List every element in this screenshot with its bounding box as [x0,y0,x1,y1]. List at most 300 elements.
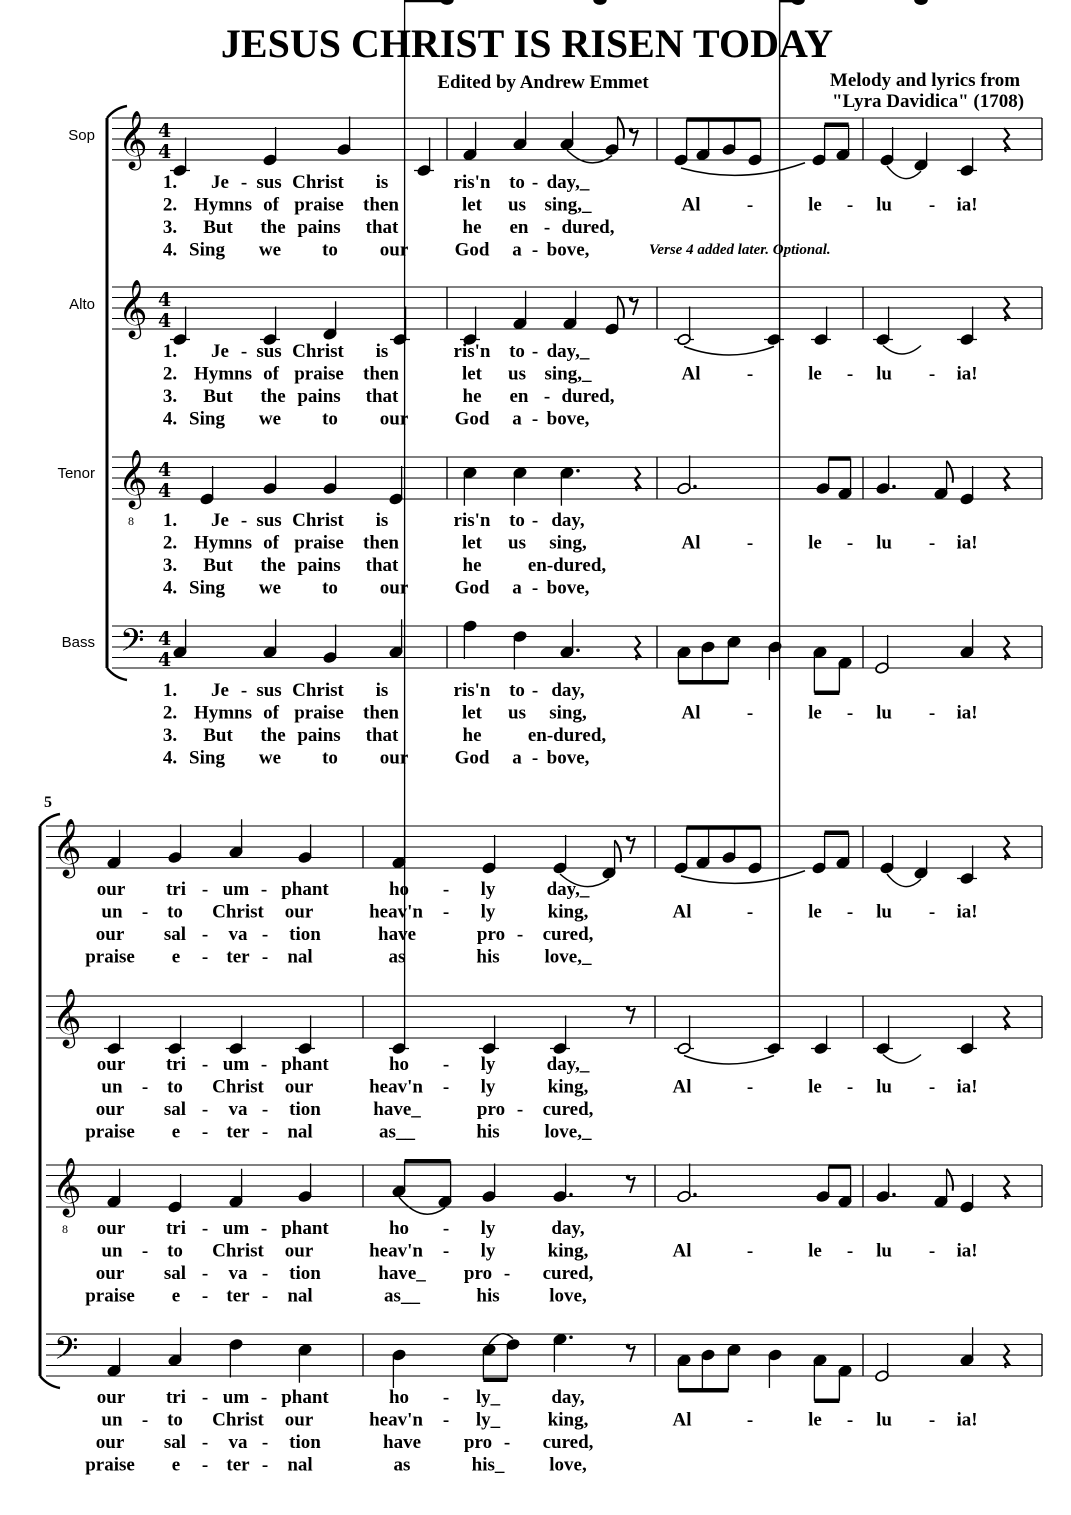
lyric-syllable: - [531,172,539,193]
lyric-syllable: 4. [162,239,178,261]
lyric-syllable: ia! [956,1076,978,1098]
lyric-syllable: Al [672,1240,692,1262]
lyric-syllable: - [261,1263,269,1284]
lyric-syllable: Hymns [193,702,253,724]
part-label-bass: Bass [61,634,95,651]
eighth-rest [629,128,633,132]
lyric-syllable: to [167,1076,183,1098]
lyric-syllable: 1. [162,341,178,362]
lyric-syllable: day, [551,1218,585,1239]
lyric-syllable: that [365,217,399,238]
lyric-syllable: to [322,239,338,261]
lyric-syllable: our [284,1409,314,1431]
lyric-syllable: to [509,510,525,531]
lyric-syllable: - [846,702,854,724]
lyric-syllable: Al [672,1076,692,1098]
lyric-syllable: bove, [546,239,590,261]
lyric-syllable: day,_ [546,879,590,900]
time-signature-bottom: 4 [158,480,172,502]
lyric-syllable: to [322,408,338,430]
lyric-syllable: ter [226,1121,250,1143]
lyric-syllable: - [746,1240,754,1262]
lyric-syllable: our [96,879,126,900]
slur [567,150,612,163]
lyric-syllable: - [201,1387,209,1408]
lyric-syllable: - [261,946,269,968]
lyric-syllable: as__ [384,1285,420,1307]
time-signature-top: 4 [158,628,172,650]
lyric-syllable: - [928,1409,936,1431]
quarter-rest [1004,636,1009,660]
lyric-syllable: his [476,1285,500,1307]
lyric-syllable: pro [476,1099,506,1120]
eighth-rest [626,1006,630,1010]
lyric-syllable: king, [547,901,589,923]
lyric-syllable: Al [681,194,701,216]
lyric-syllable: - [442,1387,450,1408]
lyric-syllable: 2. [162,363,178,385]
lyric-syllable: to [167,1240,183,1262]
slur [883,1055,921,1064]
time-signature-top: 4 [158,289,172,311]
lyric-syllable: um [222,1387,250,1408]
part-label-soprano: Sop [68,127,95,144]
lyric-syllable: then [363,702,399,724]
lyric-syllable: sus [256,341,282,362]
lyric-syllable: a [512,408,522,430]
lyric-syllable: the [260,386,286,407]
slur [399,1197,445,1214]
lyric-syllable: - [201,1454,209,1476]
lyric-syllable: um [222,1218,250,1239]
lyric-syllable: - [261,1099,269,1120]
lyric-syllable: va [228,1263,248,1284]
lyric-syllable: e [171,1285,181,1307]
lyric-syllable: have [378,924,416,945]
lyric-syllable: our [95,1432,125,1453]
lyric-syllable: - [442,1240,450,1262]
treble-clef: 𝄞 [118,279,148,337]
lyric-syllable: cured, [542,1099,594,1120]
source-credit-line2: "Lyra Davidica" (1708) [831,91,1025,112]
lyric-syllable: - [746,363,754,385]
lyric-syllable: praise [294,363,344,385]
lyric-syllable: ly [480,1076,496,1098]
quarter-rest [1004,1006,1009,1030]
treble-clef: 𝄞 [118,449,148,507]
source-credit-line1: Melody and lyrics from [829,70,1021,91]
lyric-syllable: ho [388,879,410,900]
lyric-syllable: our [284,1240,314,1262]
editor-credit: Edited by Andrew Emmet [437,72,649,93]
lyric-syllable: lu [876,363,892,385]
augmentation-dot [693,485,697,489]
lyric-syllable: Sing [189,577,225,599]
lyric-syllable: - [201,1218,209,1239]
lyric-syllable: ter [226,946,250,968]
lyric-syllable: - [928,702,936,724]
lyric-syllable: 2. [162,194,178,216]
lyric-syllable: king, [547,1409,589,1431]
lyric-syllable: tri [165,1387,187,1408]
lyric-syllable: cured, [542,1432,594,1453]
lyric-syllable: us [508,532,526,554]
lyric-syllable: nal [287,946,313,968]
lyric-syllable: But [203,555,233,576]
lyric-syllable: a [512,747,522,769]
eighth-rest [630,130,638,146]
lyric-syllable: 3. [162,217,178,238]
lyric-syllable: to [509,680,525,701]
lyric-syllable: us [508,363,526,385]
note-flag [947,1169,953,1191]
lyrics-tenor-sys1 [163,510,978,599]
lyric-syllable: pains [297,386,341,407]
lyric-syllable: - [846,194,854,216]
lyric-syllable: un [101,1409,123,1431]
lyric-syllable: le [808,532,822,554]
eighth-rest [630,299,638,315]
bass-clef: 𝄢 [54,1330,79,1374]
lyric-syllable: sing,_ [544,194,592,216]
time-signature-top: 4 [158,120,172,142]
lyric-syllable: - [442,1054,450,1075]
lyric-syllable: - [240,680,248,701]
augmentation-dot [569,1335,573,1339]
lyric-syllable: love,_ [544,1121,592,1143]
lyric-syllable: - [201,1099,209,1120]
lyric-syllable: Al [672,1409,692,1431]
lyric-syllable: our [95,924,125,945]
eighth-rest [627,1346,635,1362]
lyric-syllable: God [454,577,490,599]
lyric-syllable: - [201,1263,209,1284]
part-label-alto: Alto [69,296,95,313]
lyric-syllable: our [379,747,409,769]
lyric-syllable: ly_ [475,1387,501,1408]
quarter-rest [1004,467,1009,491]
lyric-syllable: his [476,946,500,968]
lyric-syllable: lu [876,901,892,923]
lyric-syllable: - [201,946,209,968]
lyric-syllable: then [363,363,399,385]
lyric-syllable: us [508,702,526,724]
lyric-syllable: is [375,341,389,362]
lyric-syllable: - [201,1121,209,1143]
lyric-syllable: sus [256,510,282,531]
lyric-syllable: en-dured, [527,555,607,576]
quarter-rest [1004,297,1009,321]
lyric-syllable: we [258,408,282,430]
lyric-syllable: have_ [373,1099,421,1120]
lyric-syllable: lu [876,532,892,554]
lyric-syllable: - [442,1076,450,1098]
lyric-syllable: e [171,1454,181,1476]
lyric-syllable: tion [289,1432,321,1453]
lyrics-bass-sys1 [163,680,978,769]
lyric-syllable: sal [163,1263,187,1284]
lyric-syllable: - [260,879,268,900]
lyric-syllable: - [261,1454,269,1476]
lyric-syllable: - [261,1432,269,1453]
slur [883,346,921,355]
lyric-syllable: to [167,1409,183,1431]
lyrics-alto-sys2 [85,1054,977,1143]
lyric-syllable: - [928,1240,936,1262]
lyric-syllable: tion [289,1263,321,1284]
lyric-syllable: tri [165,879,187,900]
lyric-syllable: - [746,532,754,554]
lyric-syllable: let [461,702,483,724]
lyric-syllable: - [503,1263,511,1284]
time-signature-top: 4 [158,459,172,481]
lyric-syllable: - [746,194,754,216]
lyric-syllable: as [388,946,406,968]
lyric-syllable: we [258,747,282,769]
lyric-syllable: - [240,510,248,531]
treble-clef: 𝄞 [118,110,148,168]
lyric-syllable: - [141,1240,149,1262]
lyric-syllable: But [203,217,233,238]
lyric-syllable: to [322,577,338,599]
lyric-syllable: - [141,1076,149,1098]
lyric-syllable: 4. [162,408,178,430]
lyric-syllable: our [96,1054,126,1075]
lyric-syllable: - [531,577,539,599]
lyric-syllable: un [101,901,123,923]
lyric-syllable: nal [287,1121,313,1143]
lyric-syllable: - [442,1409,450,1431]
note-flag [947,461,953,483]
lyric-syllable: 3. [162,386,178,407]
lyric-syllable: cured, [542,1263,594,1284]
lyric-syllable: is [375,172,389,193]
lyric-syllable: the [260,217,286,238]
lyric-syllable: 3. [162,725,178,746]
time-signature-bottom: 4 [158,310,172,332]
lyric-syllable: then [363,194,399,216]
lyric-syllable: va [228,1099,248,1120]
lyric-syllable: have_ [378,1263,426,1284]
lyric-syllable: Al [681,702,701,724]
lyric-syllable: ia! [956,194,978,216]
lyric-syllable: pains [297,217,341,238]
augmentation-dot [569,1193,573,1197]
lyrics-soprano-sys1 [163,172,978,261]
lyric-syllable: pains [297,725,341,746]
lyric-syllable: le [808,1409,822,1431]
lyric-syllable: va [228,924,248,945]
optional-verse-note: Verse 4 added later. Optional. [649,242,831,258]
lyric-syllable: sus [256,172,282,193]
lyric-syllable: he [462,386,482,407]
lyric-syllable: tion [289,924,321,945]
lyric-syllable: a [512,239,522,261]
quarter-rest [635,636,640,660]
lyric-syllable: praise [294,702,344,724]
lyric-syllable: as__ [379,1121,415,1143]
lyric-syllable: ris'n [453,341,491,362]
note-flag [615,840,621,862]
lyric-syllable: en [509,386,529,407]
lyric-syllable: - [846,901,854,923]
lyric-syllable: 2. [162,702,178,724]
lyric-syllable: love,_ [544,946,592,968]
lyric-syllable: - [260,1387,268,1408]
lyric-syllable: 2. [162,532,178,554]
lyric-syllable: pro [476,924,506,945]
lyric-syllable: - [928,194,936,216]
eighth-rest [626,1344,630,1348]
part-label-tenor: Tenor [57,465,95,482]
lyric-syllable: tion [289,1099,321,1120]
measure-number: 5 [44,794,52,811]
lyric-syllable: en [509,217,529,238]
system-bracket [107,668,127,680]
lyric-syllable: day, [551,1387,585,1408]
lyric-syllable: ter [226,1285,250,1307]
lyric-syllable: Christ [292,510,344,531]
lyric-syllable: Sing [189,408,225,430]
lyric-syllable: heav'n [369,1409,423,1431]
eighth-rest [627,838,635,854]
lyric-syllable: Christ [212,1240,264,1262]
lyric-syllable: - [531,239,539,261]
lyrics-tenor-sys2 [85,1218,977,1307]
lyric-syllable: praise [85,1285,135,1307]
lyric-syllable: - [746,1076,754,1098]
lyric-syllable: - [261,924,269,945]
octave-mark: 8 [128,514,134,528]
lyric-syllable: us [508,194,526,216]
lyric-syllable: have [383,1432,421,1453]
system-bracket [40,1376,60,1388]
augmentation-dot [892,1193,896,1197]
lyric-syllable: of [263,363,279,385]
lyric-syllable: le [808,1240,822,1262]
lyric-syllable: un [101,1076,123,1098]
quarter-rest [635,467,640,491]
lyrics-soprano-sys2 [85,879,977,968]
lyric-syllable: ly [480,879,496,900]
lyric-syllable: ia! [956,363,978,385]
lyric-syllable: king, [547,1240,589,1262]
lyric-syllable: heav'n [369,1240,423,1262]
lyric-syllable: - [846,1076,854,1098]
lyric-syllable: Al [672,901,692,923]
lyric-syllable: his_ [471,1454,505,1476]
lyric-syllable: that [365,555,399,576]
lyric-syllable: our [379,408,409,430]
lyric-syllable: le [808,702,822,724]
eighth-rest [627,1008,635,1024]
lyric-syllable: - [442,901,450,923]
lyric-syllable: - [201,1054,209,1075]
lyric-syllable: let [461,363,483,385]
lyric-syllable: day,_ [546,341,590,362]
lyric-syllable: sing, [549,702,587,724]
lyric-syllable: - [503,1432,511,1453]
lyric-syllable: to [167,901,183,923]
lyric-syllable: day, [551,510,585,531]
lyric-syllable: ia! [956,532,978,554]
lyric-syllable: - [442,879,450,900]
lyric-syllable: God [454,408,490,430]
lyric-syllable: ho [388,1387,410,1408]
lyric-syllable: dured, [561,386,615,407]
lyric-syllable: sal [163,924,187,945]
lyric-syllable: Al [681,532,701,554]
quarter-rest [1004,1344,1009,1368]
lyric-syllable: um [222,1054,250,1075]
lyric-syllable: ris'n [453,172,491,193]
lyric-syllable: - [746,901,754,923]
bass-clef: 𝄢 [120,622,145,666]
lyric-syllable: en-dured, [527,725,607,746]
lyric-syllable: that [365,386,399,407]
lyric-syllable: praise [85,1121,135,1143]
lyric-syllable: sus [256,680,282,701]
lyric-syllable: is [375,680,389,701]
lyric-syllable: But [203,725,233,746]
lyric-syllable: - [201,924,209,945]
lyric-syllable: let [461,194,483,216]
lyric-syllable: Christ [212,901,264,923]
lyric-syllable: Je [211,172,229,193]
augmentation-dot [693,1193,697,1197]
lyric-syllable: - [260,1054,268,1075]
lyric-syllable: - [531,341,539,362]
lyric-syllable: lu [876,1076,892,1098]
treble-clef: 𝄞 [52,818,82,876]
lyric-syllable: - [928,363,936,385]
lyric-syllable: - [846,1240,854,1262]
lyric-syllable: of [263,194,279,216]
lyric-syllable: 4. [162,577,178,599]
lyric-syllable: le [808,1076,822,1098]
lyric-syllable: nal [287,1454,313,1476]
lyric-syllable: our [96,1387,126,1408]
lyric-syllable: day, [551,680,585,701]
lyric-syllable: - [846,1409,854,1431]
lyric-syllable: to [509,341,525,362]
lyric-syllable: heav'n [369,901,423,923]
lyric-syllable: love, [549,1285,587,1307]
lyric-syllable: bove, [546,747,590,769]
lyric-syllable: love, [549,1454,587,1476]
lyrics-alto-sys1 [163,341,978,430]
lyric-syllable: lu [876,702,892,724]
lyric-syllable: va [228,1432,248,1453]
lyric-syllable: phant [281,1387,329,1408]
lyric-syllable: ho [388,1054,410,1075]
lyric-syllable: then [363,532,399,554]
lyric-syllable: pro [463,1432,493,1453]
lyric-syllable: 1. [162,172,178,193]
lyric-syllable: - [261,1121,269,1143]
lyric-syllable: a [512,577,522,599]
lyric-syllable: bove, [546,408,590,430]
lyric-syllable: Christ [292,341,344,362]
lyric-syllable: Sing [189,747,225,769]
quarter-rest [1004,1175,1009,1199]
lyric-syllable: pains [297,555,341,576]
lyric-syllable: praise [85,1454,135,1476]
eighth-rest [626,1175,630,1179]
lyric-syllable: that [365,725,399,746]
slur [681,871,805,884]
lyric-syllable: he [462,555,482,576]
